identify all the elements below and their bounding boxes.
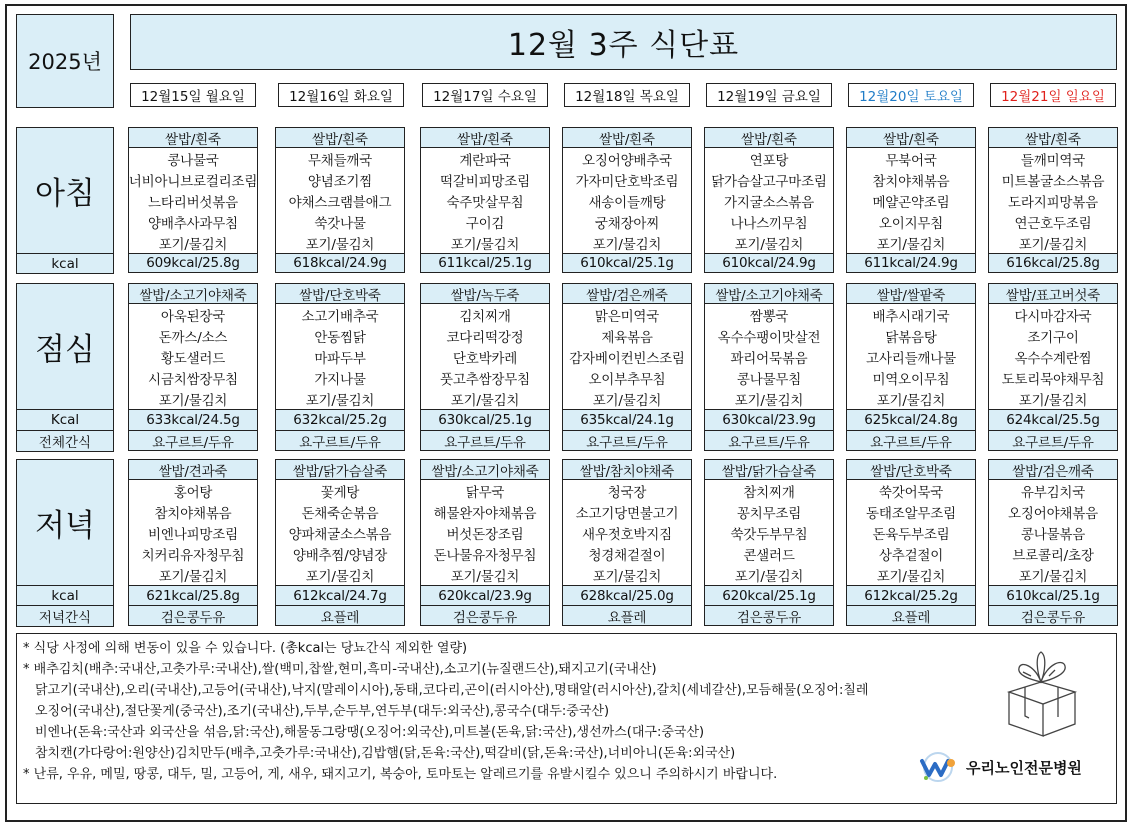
lunch-menu-item: 아욱된장국 — [160, 308, 226, 325]
dinner-menu-item: 치커리유자청무침 — [141, 547, 245, 564]
breakfast-main-dish: 쌀밥/흰죽 — [276, 128, 404, 148]
lunch-menu-item: 황도샐러드 — [160, 350, 226, 367]
dinner-menu-item: 브로콜리/초장 — [1012, 547, 1094, 564]
breakfast-menu-item: 연근호두조림 — [1014, 215, 1092, 232]
breakfast-menu-item: 양배추사과무침 — [148, 215, 238, 232]
dinner-kcal-value: 628kcal/25.0g — [563, 585, 691, 605]
lunch-kcal-value: 633kcal/24.5g — [129, 409, 257, 430]
dinner-menu-item: 포기/물김치 — [1018, 568, 1088, 585]
dinner-menu-item: 청국장 — [607, 484, 647, 501]
dinner-menu-item: 포기/물김치 — [734, 568, 804, 585]
page-title: 12월 3주 식단표 — [130, 14, 1117, 70]
breakfast-menu-item: 숙주맛살무침 — [446, 194, 524, 211]
lunch-menu-item: 감자베이컨빈스조림 — [569, 350, 685, 367]
breakfast-kcal-value: 611kcal/25.1g — [421, 253, 549, 272]
breakfast-kcal-value: 618kcal/24.9g — [276, 253, 404, 272]
breakfast-menu-item: 포기/물김치 — [450, 236, 520, 253]
dinner-menu-item: 상추겉절이 — [878, 547, 944, 564]
dinner-kcal-value: 620kcal/23.9g — [421, 585, 549, 605]
lunch-menu-item: 포기/물김치 — [305, 392, 375, 409]
dinner-snack-label: 저녁간식 — [17, 606, 113, 626]
dinner-day-column — [275, 459, 405, 626]
lunch-day-column — [420, 283, 550, 451]
breakfast-menu-item: 오이지무침 — [878, 215, 944, 232]
lunch-menu-item: 꽈리어묵볶음 — [730, 350, 808, 367]
dinner-snack-value: 요플레 — [847, 605, 975, 625]
lunch-menu-item: 시금치쌈장무침 — [148, 371, 238, 388]
breakfast-menu-item: 새송이들깨탕 — [588, 194, 666, 211]
lunch-menu-item: 고사리들깨나물 — [866, 350, 956, 367]
lunch-menu-item: 포기/물김치 — [876, 392, 946, 409]
lunch-snack-value: 요구르트/두유 — [129, 430, 257, 450]
breakfast-menu-item: 궁채장아찌 — [594, 215, 660, 232]
hospital-logo-icon — [916, 751, 960, 783]
dinner-menu-item: 콘샐러드 — [743, 547, 795, 564]
dinner-menu-item: 쑥갓어묵국 — [878, 484, 944, 501]
breakfast-menu-item: 포기/물김치 — [1018, 236, 1088, 253]
hospital-name: 우리노인전문병원 — [966, 758, 1082, 777]
day-header: 12월16일 화요일 — [278, 83, 404, 107]
lunch-menu-item: 마파두부 — [314, 350, 366, 367]
dinner-menu-item: 포기/물김치 — [450, 568, 520, 585]
lunch-menu-item: 소고기배추국 — [301, 308, 379, 325]
dinner-label: 저녁 — [17, 460, 113, 586]
note-line: * 식당 사정에 의해 변동이 있을 수 있습니다. (총kcal는 당뇨간식 제외한 열량) — [23, 641, 468, 656]
dinner-menu-item: 포기/물김치 — [876, 568, 946, 585]
dinner-day-column — [420, 459, 550, 626]
lunch-label: 점심 — [17, 284, 113, 410]
breakfast-menu-item: 떡갈비피망조림 — [440, 173, 530, 190]
lunch-day-column — [846, 283, 976, 451]
dinner-main-dish: 쌀밥/소고기야채죽 — [421, 460, 549, 480]
lunch-menu-item: 미역오이무침 — [872, 371, 950, 388]
dinner-menu-item: 닭무국 — [465, 484, 505, 501]
breakfast-kcal-value: 611kcal/24.9g — [847, 253, 975, 272]
note-line: * 배추김치(배추:국내산,고춧가루:국내산),쌀(백미,찹쌀,현미,흑미-국내산),소고기(뉴질랜드산),돼지고기(국내산) — [23, 662, 657, 677]
lunch-menu-item: 가지나물 — [314, 371, 366, 388]
dinner-day-column — [704, 459, 834, 626]
gift-box-illustration — [995, 646, 1087, 738]
dinner-snack-value: 요플레 — [276, 605, 404, 625]
dinner-menu-item: 유부김치국 — [1020, 484, 1086, 501]
breakfast-main-dish: 쌀밥/흰죽 — [989, 128, 1117, 148]
dinner-menu-item: 해물완자야채볶음 — [433, 505, 537, 522]
lunch-kcal-value: 632kcal/25.2g — [276, 409, 404, 430]
lunch-menu-item: 포기/물김치 — [592, 392, 662, 409]
dinner-menu-item: 포기/물김치 — [305, 568, 375, 585]
day-header: 12월17일 수요일 — [422, 83, 548, 107]
lunch-day-column — [128, 283, 258, 451]
lunch-main-dish: 쌀밥/표고버섯죽 — [989, 284, 1117, 304]
breakfast-menu-item: 야채스크램블애그 — [288, 194, 392, 211]
dinner-menu-item: 버섯돈장조림 — [446, 526, 524, 543]
lunch-menu-item: 도토리묵야채무침 — [1001, 371, 1105, 388]
breakfast-kcal-value: 616kcal/25.8g — [989, 253, 1117, 272]
dinner-kcal-value: 612kcal/25.2g — [847, 585, 975, 605]
lunch-snack-label: 전체간식 — [17, 431, 113, 451]
dinner-menu-item: 콩나물볶음 — [1020, 526, 1086, 543]
breakfast-menu-item: 가자미단호박조림 — [575, 173, 679, 190]
lunch-menu-item: 포기/물김치 — [1018, 392, 1088, 409]
lunch-kcal-value: 630kcal/23.9g — [705, 409, 833, 430]
lunch-day-column — [704, 283, 834, 451]
lunch-day-column — [562, 283, 692, 451]
breakfast-main-dish: 쌀밥/흰죽 — [421, 128, 549, 148]
breakfast-menu-item: 닭가슴살고구마조림 — [711, 173, 827, 190]
lunch-main-dish: 쌀밥/쌀팥죽 — [847, 284, 975, 304]
dinner-snack-value: 검은콩두유 — [989, 605, 1117, 625]
breakfast-main-dish: 쌀밥/흰죽 — [705, 128, 833, 148]
lunch-menu-item: 옥수수팽이맛살전 — [717, 329, 821, 346]
dinner-day-column — [128, 459, 258, 626]
lunch-menu-item: 다시마감자국 — [1014, 308, 1092, 325]
breakfast-menu-item: 포기/물김치 — [592, 236, 662, 253]
breakfast-menu-item: 콩나물국 — [167, 152, 219, 169]
breakfast-menu-item: 무북어국 — [885, 152, 937, 169]
dinner-main-dish: 쌀밥/닭가슴살죽 — [276, 460, 404, 480]
dinner-menu-item: 돈채죽순볶음 — [301, 505, 379, 522]
day-header: 12월19일 금요일 — [706, 83, 832, 107]
day-header: 12월21일 일요일 — [990, 83, 1116, 107]
dinner-menu-item: 포기/물김치 — [158, 568, 228, 585]
dinner-menu-item: 청경채겉절이 — [588, 547, 666, 564]
breakfast-day-column — [275, 127, 405, 273]
breakfast-label: 아침 — [17, 128, 113, 254]
note-line: 비엔나(돈육:국산과 외국산을 섞음,닭:국산),해물동그랑땡(오징어:외국산),미트볼(돈육,닭:국산),생선까스(대구:중국산) — [35, 725, 705, 740]
lunch-main-dish: 쌀밥/소고기야채죽 — [705, 284, 833, 304]
dinner-menu-item: 소고기당면불고기 — [575, 505, 679, 522]
dinner-section-labels — [16, 459, 114, 627]
breakfast-day-column — [704, 127, 834, 273]
breakfast-main-dish: 쌀밥/흰죽 — [563, 128, 691, 148]
dinner-main-dish: 쌀밥/단호박죽 — [847, 460, 975, 480]
lunch-main-dish: 쌀밥/단호박죽 — [276, 284, 404, 304]
breakfast-menu-item: 포기/물김치 — [158, 236, 228, 253]
lunch-menu-item: 포기/물김치 — [734, 392, 804, 409]
breakfast-kcal-value: 609kcal/25.8g — [129, 253, 257, 272]
note-line: 닭고기(국내산),오리(국내산),고등어(국내산),낙지(말레이시아),동태,코다리,곤이(러시아산),명태알(러시아산),갈치(세네갈산),모듬해물(오징어:칠레 — [35, 683, 869, 698]
breakfast-section-labels — [16, 127, 114, 274]
lunch-menu-item: 콩나물무침 — [736, 371, 802, 388]
lunch-snack-value: 요구르트/두유 — [705, 430, 833, 450]
dinner-menu-item: 새우젓호박지짐 — [582, 526, 672, 543]
dinner-main-dish: 쌀밥/참치야채죽 — [563, 460, 691, 480]
lunch-menu-item: 김치찌개 — [459, 308, 511, 325]
dinner-snack-value: 검은콩두유 — [705, 605, 833, 625]
lunch-menu-item: 맑은미역국 — [563, 304, 691, 325]
breakfast-day-column — [420, 127, 550, 273]
dinner-kcal-value: 620kcal/25.1g — [705, 585, 833, 605]
day-header: 12월20일 토요일 — [848, 83, 974, 107]
lunch-kcal-value: 624kcal/25.5g — [989, 409, 1117, 430]
lunch-kcal-value: 635kcal/24.1g — [563, 409, 691, 430]
breakfast-menu-item: 쑥갓나물 — [314, 215, 366, 232]
dinner-menu-item: 돈육두부조림 — [872, 526, 950, 543]
breakfast-kcal-value: 610kcal/24.9g — [705, 253, 833, 272]
breakfast-menu-item: 포기/물김치 — [734, 236, 804, 253]
lunch-snack-value: 요구르트/두유 — [563, 430, 691, 450]
dinner-snack-value: 검은콩두유 — [129, 605, 257, 625]
breakfast-menu-item: 오징어양배추국 — [582, 152, 672, 169]
breakfast-menu-item: 계란파국 — [459, 152, 511, 169]
breakfast-menu-item: 도라지피망볶음 — [1008, 194, 1098, 211]
lunch-day-column — [988, 283, 1118, 451]
lunch-menu-item: 조기구이 — [1027, 329, 1079, 346]
dinner-menu-item: 양파채굴소스볶음 — [288, 526, 392, 543]
dinner-kcal-label: kcal — [17, 586, 113, 606]
note-line: * 난류, 우유, 메밀, 땅콩, 대두, 밀, 고등어, 게, 새우, 돼지고기, 복숭아, 토마토는 알레르기를 유발시킬수 있으니 주의하시기 바랍니다. — [23, 767, 778, 782]
breakfast-main-dish: 쌀밥/흰죽 — [847, 128, 975, 148]
breakfast-kcal-label: kcal — [17, 254, 113, 273]
dinner-main-dish: 쌀밥/견과죽 — [129, 460, 257, 480]
lunch-menu-item: 안동찜닭 — [314, 329, 366, 346]
dinner-menu-item: 홍어탕 — [173, 484, 213, 501]
dinner-menu-item: 오징어야채볶음 — [1008, 505, 1098, 522]
dinner-main-dish: 쌀밥/검은깨죽 — [989, 460, 1117, 480]
dinner-main-dish: 쌀밥/닭가슴살죽 — [705, 460, 833, 480]
dinner-menu-item: 쑥갓두부무침 — [730, 526, 808, 543]
breakfast-menu-item: 구이김 — [465, 215, 505, 232]
dinner-snack-value: 요플레 — [563, 605, 691, 625]
breakfast-menu-item: 가지굴소스볶음 — [724, 194, 814, 211]
lunch-menu-item: 배추시래기국 — [872, 308, 950, 325]
dinner-kcal-value: 621kcal/25.8g — [129, 585, 257, 605]
lunch-snack-value: 요구르트/두유 — [276, 430, 404, 450]
lunch-menu-item: 포기/물김치 — [158, 392, 228, 409]
breakfast-day-column — [846, 127, 976, 273]
lunch-main-dish: 쌀밥/녹두죽 — [421, 284, 549, 304]
dinner-day-column — [846, 459, 976, 626]
dinner-menu-item: 동태조알무조림 — [866, 505, 956, 522]
dinner-kcal-value: 612kcal/24.7g — [276, 585, 404, 605]
lunch-kcal-label: Kcal — [17, 410, 113, 431]
breakfast-menu-item: 연포탕 — [749, 152, 789, 169]
breakfast-main-dish: 쌀밥/흰죽 — [129, 128, 257, 148]
hospital-logo — [916, 751, 1082, 783]
dinner-menu-item: 꽁치무조림 — [736, 505, 802, 522]
lunch-kcal-value: 630kcal/25.1g — [421, 409, 549, 430]
lunch-snack-value: 요구르트/두유 — [989, 430, 1117, 450]
breakfast-menu-item: 포기/물김치 — [876, 236, 946, 253]
breakfast-menu-item: 너비아니브로컬리조림 — [129, 173, 257, 190]
lunch-menu-item: 단호박카레 — [452, 350, 518, 367]
dinner-menu-item: 포기/물김치 — [592, 568, 662, 585]
breakfast-menu-item: 양념조기찜 — [307, 173, 373, 190]
lunch-menu-item: 제육볶음 — [601, 329, 653, 346]
lunch-snack-value: 요구르트/두유 — [847, 430, 975, 450]
breakfast-menu-item: 나나스끼무침 — [730, 215, 808, 232]
note-line: 오징어(국내산),절단꽃게(중국산),조기(국내산),두부,순두부,연두부(대두:외국산),콩국수(대두:중국산) — [35, 704, 610, 719]
lunch-menu-item: 포기/물김치 — [450, 392, 520, 409]
breakfast-kcal-value: 610kcal/25.1g — [563, 253, 691, 272]
dinner-snack-value: 검은콩두유 — [421, 605, 549, 625]
year-label: 2025년 — [16, 14, 114, 108]
breakfast-menu-item: 느타리버섯볶음 — [148, 194, 238, 211]
dinner-menu-item: 돈나물유자청무침 — [433, 547, 537, 564]
day-header: 12월18일 목요일 — [564, 83, 690, 107]
dinner-menu-item: 양배추찜/양념장 — [292, 547, 388, 564]
lunch-kcal-value: 625kcal/24.8g — [847, 409, 975, 430]
breakfast-day-column — [562, 127, 692, 273]
dinner-menu-item: 비엔나피망조림 — [148, 526, 238, 543]
breakfast-menu-item: 포기/물김치 — [305, 236, 375, 253]
breakfast-menu-item: 들깨미역국 — [1020, 152, 1086, 169]
lunch-day-column — [275, 283, 405, 451]
note-line: 참치캔(가다랑어:원양산)김치만두(배추,고춧가루:국내산),김밥햄(닭,돈육:국산),떡갈비(닭,돈육:국산),너비아니(돈육:외국산) — [35, 746, 736, 761]
breakfast-menu-item: 메얄곤약조림 — [872, 194, 950, 211]
breakfast-menu-item: 참치야채볶음 — [872, 173, 950, 190]
lunch-menu-item: 돈까스/소스 — [158, 329, 228, 346]
breakfast-menu-item: 무채들깨국 — [307, 152, 373, 169]
lunch-menu-item: 코다리떡강정 — [446, 329, 524, 346]
dinner-menu-item: 꽃게탕 — [320, 484, 360, 501]
breakfast-day-column — [128, 127, 258, 273]
dinner-day-column — [988, 459, 1118, 626]
lunch-menu-item: 풋고추쌈장무침 — [440, 371, 530, 388]
breakfast-day-column — [988, 127, 1118, 273]
dinner-day-column — [562, 459, 692, 626]
lunch-main-dish: 쌀밥/검은깨죽 — [563, 284, 691, 304]
dinner-menu-item: 참치찌개 — [743, 484, 795, 501]
lunch-menu-item: 짬뽕국 — [749, 308, 789, 325]
breakfast-menu-item: 미트볼굴소스볶음 — [1001, 173, 1105, 190]
dinner-menu-item: 참치야채볶음 — [154, 505, 232, 522]
lunch-main-dish: 쌀밥/소고기야채죽 — [129, 284, 257, 304]
lunch-section-labels — [16, 283, 114, 452]
lunch-menu-item: 오이부추무침 — [588, 371, 666, 388]
dinner-kcal-value: 610kcal/25.1g — [989, 585, 1117, 605]
lunch-menu-item: 옥수수계란찜 — [1014, 350, 1092, 367]
day-header: 12월15일 월요일 — [130, 83, 256, 107]
lunch-snack-value: 요구르트/두유 — [421, 430, 549, 450]
lunch-menu-item: 닭볶음탕 — [885, 329, 937, 346]
